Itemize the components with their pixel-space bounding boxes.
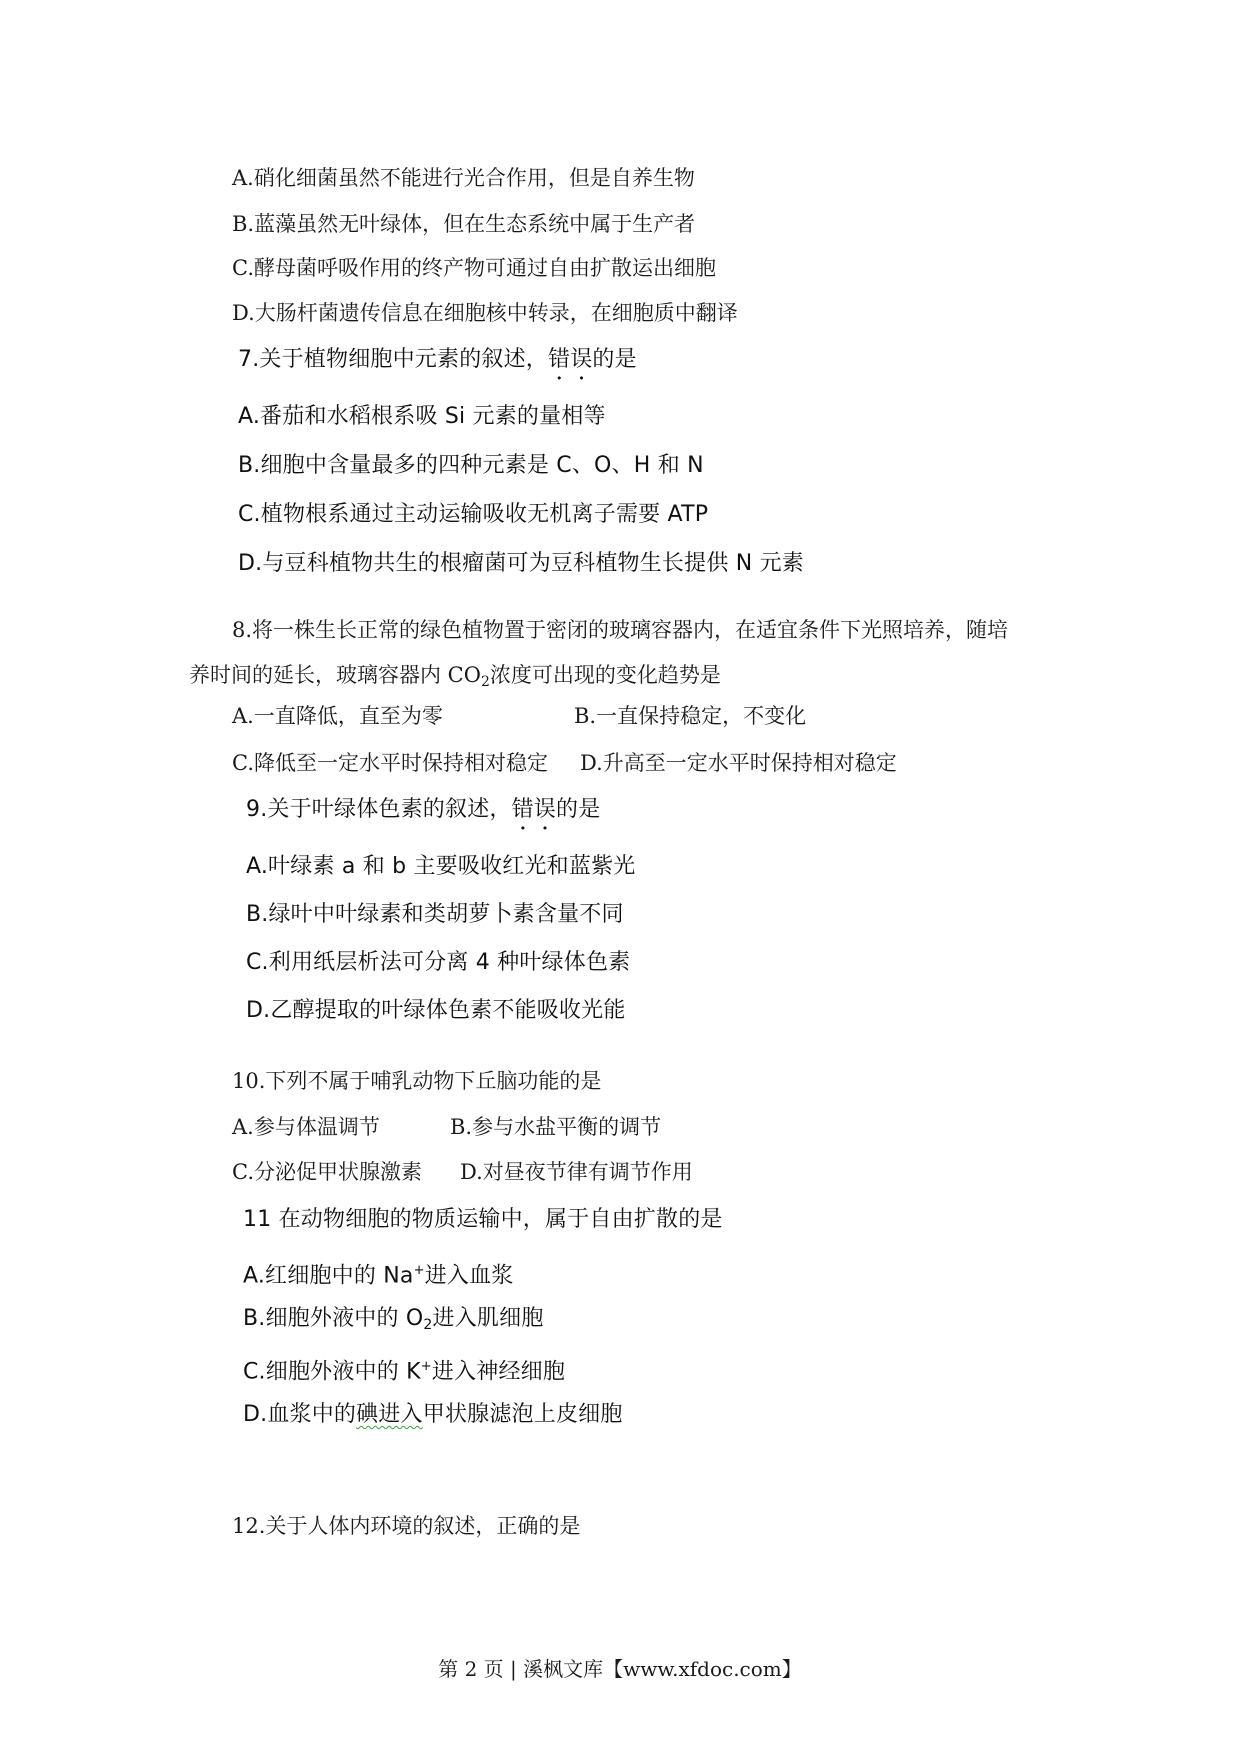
q11-option-b-end: 进入肌细胞 <box>432 1306 544 1331</box>
q11-option-b-subscript: 2 <box>423 1317 433 1333</box>
q8-stem-line2 <box>189 661 721 689</box>
q9-stem-emphasis: 错误 <box>511 797 556 822</box>
q9-stem <box>246 796 600 835</box>
q10-option-d: D.对昼夜节律有调节作用 <box>460 1160 693 1184</box>
q6-option-d: D.大肠杆菌遗传信息在细胞核中转录，在细胞质中翻译 <box>232 301 738 325</box>
q11-option-a-text: A.红细胞中的 Na <box>243 1263 414 1289</box>
q6-option-b: B.蓝藻虽然无叶绿体，但在生态系统中属于生产者 <box>232 212 696 236</box>
q9-option-c: C.利用纸层析法可分离 4 种叶绿体色素 <box>246 950 631 975</box>
q12-stem: 12.关于人体内环境的叙述，正确的是 <box>232 1514 581 1538</box>
q9-option-d: D.乙醇提取的叶绿体色素不能吸收光能 <box>246 998 626 1023</box>
q7-option-c: C.植物根系通过主动运输吸收无机离子需要 ATP <box>238 502 709 527</box>
q9-stem-text: 9.关于叶绿体色素的叙述， <box>246 797 512 822</box>
q11-option-c-text: C.细胞外液中的 K <box>243 1359 421 1385</box>
q6-option-c: C.酵母菌呼吸作用的终产物可通过自由扩散运出细胞 <box>232 256 716 280</box>
q11-option-c <box>243 1353 565 1386</box>
q8-option-b: B.一直保持稳定，不变化 <box>574 704 807 728</box>
q11-stem: 11 在动物细胞的物质运输中，属于自由扩散的是 <box>243 1207 723 1232</box>
q10-option-a: A.参与体温调节 <box>232 1115 380 1139</box>
q11-option-d <box>243 1401 623 1429</box>
q10-option-c: C.分泌促甲状腺激素 <box>232 1160 422 1184</box>
q10-stem: 10.下列不属于哺乳动物下丘脑功能的是 <box>232 1069 602 1093</box>
q11-option-a-superscript: + <box>413 1263 425 1278</box>
q7-option-b: B.细胞中含量最多的四种元素是 C、O、H 和 N <box>238 453 704 478</box>
q7-stem-text: 7.关于植物细胞中元素的叙述， <box>238 347 548 372</box>
page-footer: 第 2 页 | 溪枫文库【www.xfdoc.com】 <box>438 1657 802 1681</box>
q9-option-b: B.绿叶中叶绿素和类胡萝卜素含量不同 <box>246 902 624 927</box>
q9-stem-end: 的是 <box>556 797 601 822</box>
q9-option-a: A.叶绿素 a 和 b 主要吸收红光和蓝紫光 <box>246 854 636 879</box>
q11-option-a <box>243 1257 514 1290</box>
q7-stem-end: 的是 <box>592 347 637 372</box>
q11-option-d-text: D.血浆中的 <box>243 1402 357 1427</box>
q8-stem-line1: 8.将一株生长正常的绿色植物置于密闭的玻璃容器内，在适宜条件下光照培养，随培 <box>232 618 1009 642</box>
q11-option-c-superscript: + <box>420 1359 432 1374</box>
q11-option-c-end: 进入神经细胞 <box>431 1359 566 1385</box>
q8-option-d: D.升高至一定水平时保持相对稳定 <box>580 751 897 775</box>
q6-option-a: A.硝化细菌虽然不能进行光合作用，但是自养生物 <box>232 166 695 190</box>
q8-option-a: A.一直降低，直至为零 <box>232 704 443 728</box>
q7-option-d: D.与豆科植物共生的根瘤菌可为豆科植物生长提供 N 元素 <box>238 551 804 576</box>
q8-option-c: C.降低至一定水平时保持相对稳定 <box>232 751 548 775</box>
q7-stem-emphasis: 错误 <box>548 347 593 372</box>
q11-option-a-end: 进入血浆 <box>424 1263 514 1289</box>
q11-option-d-wavy-underline: 碘进入 <box>356 1402 423 1427</box>
q11-option-b <box>243 1305 544 1333</box>
q8-subscript: 2 <box>480 674 490 690</box>
q7-option-a: A.番茄和水稻根系吸 Si 元素的量相等 <box>238 404 606 429</box>
q11-option-b-text: B.细胞外液中的 O <box>243 1306 424 1331</box>
q11-option-d-end: 甲状腺滤泡上皮细胞 <box>422 1402 623 1427</box>
q7-stem <box>238 346 637 385</box>
q8-stem-line2-text: 养时间的延长，玻璃容器内 CO <box>189 663 481 687</box>
q8-stem-line2-end: 浓度可出现的变化趋势是 <box>489 663 721 687</box>
q10-option-b: B.参与水盐平衡的调节 <box>450 1115 662 1139</box>
